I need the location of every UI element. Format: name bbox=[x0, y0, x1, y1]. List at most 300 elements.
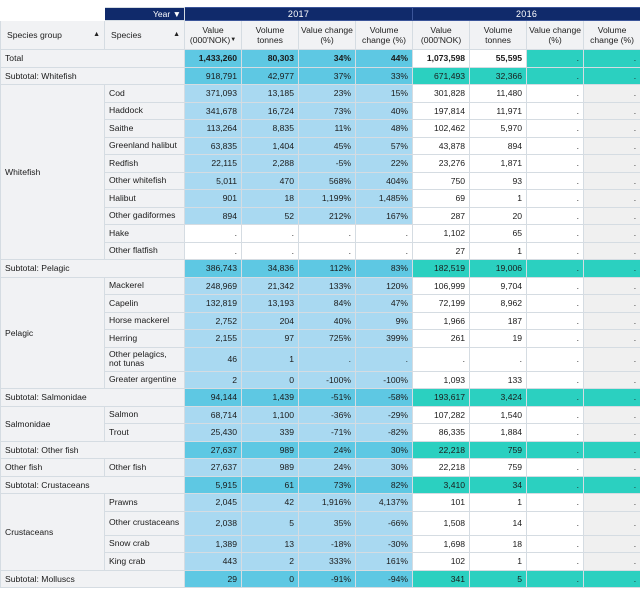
species-label: Haddock bbox=[105, 102, 185, 120]
cell-t16: 894 bbox=[470, 137, 527, 155]
cell-vc16: . bbox=[527, 441, 584, 459]
cell-tc: 167% bbox=[356, 207, 413, 225]
cell-tc16: . bbox=[584, 511, 640, 535]
cell-tc16: . bbox=[584, 441, 640, 459]
cell-v16: 22,218 bbox=[413, 441, 470, 459]
cell-t16: 55,595 bbox=[470, 50, 527, 68]
cell-tc16: . bbox=[584, 424, 640, 442]
cell-v16: 261 bbox=[413, 330, 470, 348]
cell-tc: 30% bbox=[356, 441, 413, 459]
cell-v16: 1,966 bbox=[413, 312, 470, 330]
cell-vc16: . bbox=[527, 459, 584, 477]
cell-vc16: . bbox=[527, 260, 584, 278]
cell-vc16: . bbox=[527, 137, 584, 155]
volume-change-2017-header[interactable]: Volume change (%) bbox=[356, 21, 413, 50]
cell-vc16: . bbox=[527, 242, 584, 260]
species-label: Other crustaceans bbox=[105, 511, 185, 535]
cell-t16: 93 bbox=[470, 172, 527, 190]
subtotal-row-salmonidae bbox=[1, 389, 640, 407]
cell-vc16: . bbox=[527, 553, 584, 571]
cell-t16: 14 bbox=[470, 511, 527, 535]
cell-v17: 5,011 bbox=[185, 172, 242, 190]
cell-tc: 15% bbox=[356, 85, 413, 103]
cell-t17: 52 bbox=[242, 207, 299, 225]
cell-vc16: . bbox=[527, 535, 584, 553]
volume-2017-header[interactable]: Volume tonnes bbox=[242, 21, 299, 50]
cell-vc: 84% bbox=[299, 295, 356, 313]
cell-t17: 989 bbox=[242, 441, 299, 459]
cell-v16: 1,093 bbox=[413, 371, 470, 389]
cell-vc: -36% bbox=[299, 406, 356, 424]
cell-vc16: . bbox=[527, 406, 584, 424]
cell-t16: 5,970 bbox=[470, 120, 527, 138]
species-group-label: Crustaceans bbox=[1, 494, 105, 571]
cell-t17: 13,193 bbox=[242, 295, 299, 313]
cell-vc: 1,916% bbox=[299, 494, 356, 512]
cell-tc: 57% bbox=[356, 137, 413, 155]
cell-t17: 1,100 bbox=[242, 406, 299, 424]
cell-vc: 34% bbox=[299, 50, 356, 68]
cell-t16: 1 bbox=[470, 494, 527, 512]
cell-t16: 1,540 bbox=[470, 406, 527, 424]
species-label: Capelin bbox=[105, 295, 185, 313]
table-row bbox=[1, 85, 640, 103]
cell-tc: 47% bbox=[356, 295, 413, 313]
cell-vc16: . bbox=[527, 172, 584, 190]
cell-v17: 1,433,260 bbox=[185, 50, 242, 68]
cell-vc: 568% bbox=[299, 172, 356, 190]
cell-v16: 106,999 bbox=[413, 277, 470, 295]
species-label: King crab bbox=[105, 553, 185, 571]
cell-tc16: . bbox=[584, 155, 640, 173]
cell-t17: 2 bbox=[242, 553, 299, 571]
cell-t16: 3,424 bbox=[470, 389, 527, 407]
sort-asc-icon[interactable]: ▲ bbox=[173, 31, 180, 38]
cell-vc: -91% bbox=[299, 570, 356, 588]
cell-tc: 404% bbox=[356, 172, 413, 190]
cell-t17: 989 bbox=[242, 459, 299, 477]
cell-vc16: . bbox=[527, 295, 584, 313]
cell-vc: 212% bbox=[299, 207, 356, 225]
cell-t17: 5 bbox=[242, 511, 299, 535]
species-group-header[interactable]: Species group ▲ bbox=[1, 21, 105, 50]
sort-asc-icon[interactable]: ▲ bbox=[93, 31, 100, 38]
cell-v17: 46 bbox=[185, 347, 242, 371]
row-label: Total bbox=[1, 50, 185, 68]
cell-tc16: . bbox=[584, 371, 640, 389]
cell-tc16: . bbox=[584, 535, 640, 553]
table-row bbox=[1, 494, 640, 512]
cell-t16: 187 bbox=[470, 312, 527, 330]
cell-t17: 1,439 bbox=[242, 389, 299, 407]
cell-v17: 2,038 bbox=[185, 511, 242, 535]
cell-tc16: . bbox=[584, 553, 640, 571]
cell-vc: 73% bbox=[299, 476, 356, 494]
cell-v16: 86,335 bbox=[413, 424, 470, 442]
cell-v16: 341 bbox=[413, 570, 470, 588]
cell-t17: 80,303 bbox=[242, 50, 299, 68]
cell-tc16: . bbox=[584, 312, 640, 330]
cell-vc: -18% bbox=[299, 535, 356, 553]
species-group-label: Salmonidae bbox=[1, 406, 105, 441]
cell-tc16: . bbox=[584, 172, 640, 190]
cell-t17: . bbox=[242, 225, 299, 243]
cell-t17: 42,977 bbox=[242, 67, 299, 85]
cell-tc16: . bbox=[584, 67, 640, 85]
cell-t17: 13,185 bbox=[242, 85, 299, 103]
cell-tc16: . bbox=[584, 295, 640, 313]
species-label: Other whitefish bbox=[105, 172, 185, 190]
cell-tc16: . bbox=[584, 389, 640, 407]
cell-t17: 21,342 bbox=[242, 277, 299, 295]
header-row-year bbox=[1, 8, 640, 21]
cell-t16: 11,480 bbox=[470, 85, 527, 103]
cell-tc: -82% bbox=[356, 424, 413, 442]
cell-tc: 399% bbox=[356, 330, 413, 348]
cell-vc16: . bbox=[527, 494, 584, 512]
cell-v17: 2,155 bbox=[185, 330, 242, 348]
cell-v17: 27,637 bbox=[185, 441, 242, 459]
cell-tc16: . bbox=[584, 207, 640, 225]
species-label: Prawns bbox=[105, 494, 185, 512]
cell-vc16: . bbox=[527, 347, 584, 371]
cell-v16: 193,617 bbox=[413, 389, 470, 407]
cell-tc: 22% bbox=[356, 155, 413, 173]
cell-tc: . bbox=[356, 225, 413, 243]
cell-v16: 23,276 bbox=[413, 155, 470, 173]
cell-v17: . bbox=[185, 225, 242, 243]
cell-v16: 27 bbox=[413, 242, 470, 260]
cell-tc16: . bbox=[584, 406, 640, 424]
cell-v16: 107,282 bbox=[413, 406, 470, 424]
cell-tc16: . bbox=[584, 102, 640, 120]
cell-tc16: . bbox=[584, 277, 640, 295]
cell-tc: 33% bbox=[356, 67, 413, 85]
cell-v16: 1,698 bbox=[413, 535, 470, 553]
species-label: Halibut bbox=[105, 190, 185, 208]
cell-tc16: . bbox=[584, 570, 640, 588]
cell-vc16: . bbox=[527, 312, 584, 330]
value-change-2016-header[interactable]: Value change (%) bbox=[527, 21, 584, 50]
cell-t16: 19 bbox=[470, 330, 527, 348]
cell-v17: 918,791 bbox=[185, 67, 242, 85]
cell-v17: 29 bbox=[185, 570, 242, 588]
cell-t17: 42 bbox=[242, 494, 299, 512]
cell-v17: 894 bbox=[185, 207, 242, 225]
cell-vc: -5% bbox=[299, 155, 356, 173]
cell-t16: 20 bbox=[470, 207, 527, 225]
cell-t16: 18 bbox=[470, 535, 527, 553]
cell-t16: 34 bbox=[470, 476, 527, 494]
cell-t16: 759 bbox=[470, 459, 527, 477]
cell-vc16: . bbox=[527, 511, 584, 535]
species-label: Horse mackerel bbox=[105, 312, 185, 330]
species-group-label: Pelagic bbox=[1, 277, 105, 389]
species-header[interactable]: Species ▲ bbox=[105, 21, 185, 50]
cell-vc: -51% bbox=[299, 389, 356, 407]
year-group-2016: 2016 bbox=[413, 8, 640, 21]
cell-v16: 671,493 bbox=[413, 67, 470, 85]
subtotal-row-pelagic bbox=[1, 260, 640, 278]
cell-t17: 18 bbox=[242, 190, 299, 208]
cell-t16: 8,962 bbox=[470, 295, 527, 313]
species-label: Saithe bbox=[105, 120, 185, 138]
cell-tc: -100% bbox=[356, 371, 413, 389]
cell-t17: 8,835 bbox=[242, 120, 299, 138]
cell-v17: 443 bbox=[185, 553, 242, 571]
cell-tc16: . bbox=[584, 347, 640, 371]
cell-v17: 2 bbox=[185, 371, 242, 389]
cell-t16: 133 bbox=[470, 371, 527, 389]
cell-v17: 113,264 bbox=[185, 120, 242, 138]
cell-tc: 48% bbox=[356, 120, 413, 138]
sort-desc-icon[interactable]: ▼ bbox=[230, 37, 237, 43]
cell-t16: 65 bbox=[470, 225, 527, 243]
cell-tc: -58% bbox=[356, 389, 413, 407]
cell-v16: 301,828 bbox=[413, 85, 470, 103]
cell-t17: . bbox=[242, 242, 299, 260]
cell-tc: -30% bbox=[356, 535, 413, 553]
header-row-columns bbox=[1, 21, 640, 50]
cell-tc16: . bbox=[584, 260, 640, 278]
cell-v16: 102 bbox=[413, 553, 470, 571]
cell-v16: 43,878 bbox=[413, 137, 470, 155]
cell-tc16: . bbox=[584, 476, 640, 494]
cell-t17: 0 bbox=[242, 570, 299, 588]
cell-v17: 371,093 bbox=[185, 85, 242, 103]
value-2017-header[interactable]: Value (000'NOK)▼ bbox=[185, 21, 242, 50]
cell-vc: 24% bbox=[299, 441, 356, 459]
cell-t16: 1 bbox=[470, 190, 527, 208]
cell-v17: 63,835 bbox=[185, 137, 242, 155]
cell-v16: 72,199 bbox=[413, 295, 470, 313]
cell-vc16: . bbox=[527, 389, 584, 407]
total-row bbox=[1, 50, 640, 68]
cell-tc: -29% bbox=[356, 406, 413, 424]
cell-vc16: . bbox=[527, 102, 584, 120]
cell-vc16: . bbox=[527, 85, 584, 103]
cell-v17: 25,430 bbox=[185, 424, 242, 442]
cell-tc: -94% bbox=[356, 570, 413, 588]
cell-vc16: . bbox=[527, 570, 584, 588]
cell-vc: 24% bbox=[299, 459, 356, 477]
cell-vc: -71% bbox=[299, 424, 356, 442]
cell-v16: 69 bbox=[413, 190, 470, 208]
cell-tc: -66% bbox=[356, 511, 413, 535]
cell-v16: 197,814 bbox=[413, 102, 470, 120]
cell-t17: 1 bbox=[242, 347, 299, 371]
cell-t17: 1,404 bbox=[242, 137, 299, 155]
cell-v17: 132,819 bbox=[185, 295, 242, 313]
cell-v17: 1,389 bbox=[185, 535, 242, 553]
subtotal-row-molluscs bbox=[1, 570, 640, 588]
cell-t17: 34,836 bbox=[242, 260, 299, 278]
species-label: Trout bbox=[105, 424, 185, 442]
cell-v16: 287 bbox=[413, 207, 470, 225]
cell-t17: 97 bbox=[242, 330, 299, 348]
cell-t16: 1 bbox=[470, 242, 527, 260]
cell-v16: 1,102 bbox=[413, 225, 470, 243]
cell-tc16: . bbox=[584, 459, 640, 477]
cell-vc16: . bbox=[527, 476, 584, 494]
cell-v17: 5,915 bbox=[185, 476, 242, 494]
cell-t17: 13 bbox=[242, 535, 299, 553]
cell-v16: 182,519 bbox=[413, 260, 470, 278]
cell-vc16: . bbox=[527, 225, 584, 243]
subtotal-row-whitefish bbox=[1, 67, 640, 85]
cell-v16: 102,462 bbox=[413, 120, 470, 138]
cell-vc: 73% bbox=[299, 102, 356, 120]
cell-vc: 11% bbox=[299, 120, 356, 138]
fish-export-table bbox=[0, 7, 640, 588]
cell-vc16: . bbox=[527, 330, 584, 348]
cell-t17: 61 bbox=[242, 476, 299, 494]
year-dropdown[interactable]: Year ▼ bbox=[105, 8, 185, 21]
cell-t16: 1 bbox=[470, 553, 527, 571]
cell-v17: 2,045 bbox=[185, 494, 242, 512]
cell-vc16: . bbox=[527, 50, 584, 68]
dropdown-arrow-icon: ▼ bbox=[172, 9, 181, 19]
cell-v17: 386,743 bbox=[185, 260, 242, 278]
species-label: Herring bbox=[105, 330, 185, 348]
species-label: Cod bbox=[105, 85, 185, 103]
cell-vc: 37% bbox=[299, 67, 356, 85]
row-label: Subtotal: Other fish bbox=[1, 441, 185, 459]
cell-v16: . bbox=[413, 347, 470, 371]
cell-t17: 0 bbox=[242, 371, 299, 389]
cell-t17: 470 bbox=[242, 172, 299, 190]
species-label: Greenland halibut bbox=[105, 137, 185, 155]
cell-vc: 112% bbox=[299, 260, 356, 278]
cell-tc: . bbox=[356, 242, 413, 260]
cell-tc: 82% bbox=[356, 476, 413, 494]
cell-tc: 9% bbox=[356, 312, 413, 330]
cell-t16: 19,006 bbox=[470, 260, 527, 278]
cell-t16: 1,884 bbox=[470, 424, 527, 442]
cell-t17: 2,288 bbox=[242, 155, 299, 173]
cell-v16: 22,218 bbox=[413, 459, 470, 477]
cell-vc16: . bbox=[527, 190, 584, 208]
species-label: Snow crab bbox=[105, 535, 185, 553]
species-label: Other pelagics, not tunas bbox=[105, 347, 185, 371]
cell-vc: 35% bbox=[299, 511, 356, 535]
cell-t16: 5 bbox=[470, 570, 527, 588]
volume-2016-header[interactable]: Volume tonnes bbox=[470, 21, 527, 50]
cell-t17: 16,724 bbox=[242, 102, 299, 120]
cell-vc16: . bbox=[527, 120, 584, 138]
cell-tc16: . bbox=[584, 120, 640, 138]
cell-t17: 204 bbox=[242, 312, 299, 330]
cell-tc: . bbox=[356, 347, 413, 371]
cell-vc: 23% bbox=[299, 85, 356, 103]
cell-t16: 9,704 bbox=[470, 277, 527, 295]
row-label: Subtotal: Whitefish bbox=[1, 67, 185, 85]
cell-tc16: . bbox=[584, 50, 640, 68]
cell-tc: 83% bbox=[356, 260, 413, 278]
cell-tc16: . bbox=[584, 330, 640, 348]
cell-vc: 725% bbox=[299, 330, 356, 348]
cell-t16: 1,871 bbox=[470, 155, 527, 173]
cell-tc16: . bbox=[584, 242, 640, 260]
species-group-label: Other fish bbox=[1, 459, 105, 477]
cell-v17: . bbox=[185, 242, 242, 260]
cell-v16: 750 bbox=[413, 172, 470, 190]
cell-t16: 759 bbox=[470, 441, 527, 459]
table-row bbox=[1, 459, 640, 477]
cell-v16: 1,508 bbox=[413, 511, 470, 535]
species-label: Salmon bbox=[105, 406, 185, 424]
cell-v17: 2,752 bbox=[185, 312, 242, 330]
subtotal-row-other-fish bbox=[1, 441, 640, 459]
cell-tc16: . bbox=[584, 190, 640, 208]
cell-vc16: . bbox=[527, 207, 584, 225]
cell-vc: . bbox=[299, 242, 356, 260]
table-row bbox=[1, 277, 640, 295]
species-label: Hake bbox=[105, 225, 185, 243]
cell-t17: 339 bbox=[242, 424, 299, 442]
species-label: Greater argentine bbox=[105, 371, 185, 389]
cell-vc: 333% bbox=[299, 553, 356, 571]
value-change-2017-header[interactable]: Value change (%) bbox=[299, 21, 356, 50]
row-label: Subtotal: Pelagic bbox=[1, 260, 185, 278]
species-label: Mackerel bbox=[105, 277, 185, 295]
row-label: Subtotal: Molluscs bbox=[1, 570, 185, 588]
cell-vc: 45% bbox=[299, 137, 356, 155]
cell-tc16: . bbox=[584, 137, 640, 155]
year-group-2017: 2017 bbox=[185, 8, 413, 21]
cell-vc16: . bbox=[527, 277, 584, 295]
cell-vc16: . bbox=[527, 155, 584, 173]
cell-tc16: . bbox=[584, 85, 640, 103]
cell-tc: 1,485% bbox=[356, 190, 413, 208]
cell-tc: 4,137% bbox=[356, 494, 413, 512]
cell-v16: 3,410 bbox=[413, 476, 470, 494]
cell-tc16: . bbox=[584, 225, 640, 243]
cell-vc: 133% bbox=[299, 277, 356, 295]
cell-v17: 901 bbox=[185, 190, 242, 208]
cell-vc: 1,199% bbox=[299, 190, 356, 208]
cell-tc: 44% bbox=[356, 50, 413, 68]
cell-vc16: . bbox=[527, 371, 584, 389]
cell-v17: 27,637 bbox=[185, 459, 242, 477]
species-label: Other flatfish bbox=[105, 242, 185, 260]
cell-tc: 120% bbox=[356, 277, 413, 295]
cell-tc: 161% bbox=[356, 553, 413, 571]
cell-v17: 68,714 bbox=[185, 406, 242, 424]
cell-t16: 32,366 bbox=[470, 67, 527, 85]
species-label: Other fish bbox=[105, 459, 185, 477]
species-label: Redfish bbox=[105, 155, 185, 173]
table-row bbox=[1, 406, 640, 424]
cell-v16: 101 bbox=[413, 494, 470, 512]
cell-tc16: . bbox=[584, 494, 640, 512]
row-label: Subtotal: Crustaceans bbox=[1, 476, 185, 494]
cell-v17: 248,969 bbox=[185, 277, 242, 295]
cell-tc: 30% bbox=[356, 459, 413, 477]
cell-tc: 40% bbox=[356, 102, 413, 120]
species-group-label: Whitefish bbox=[1, 85, 105, 260]
cell-v17: 94,144 bbox=[185, 389, 242, 407]
species-label: Other gadiformes bbox=[105, 207, 185, 225]
cell-vc16: . bbox=[527, 67, 584, 85]
volume-change-2016-header[interactable]: Volume change (%) bbox=[584, 21, 640, 50]
cell-v16: 1,073,598 bbox=[413, 50, 470, 68]
cell-v17: 341,678 bbox=[185, 102, 242, 120]
value-2016-header[interactable]: Value (000'NOK) bbox=[413, 21, 470, 50]
cell-vc: -100% bbox=[299, 371, 356, 389]
cell-t16: . bbox=[470, 347, 527, 371]
cell-vc: . bbox=[299, 225, 356, 243]
